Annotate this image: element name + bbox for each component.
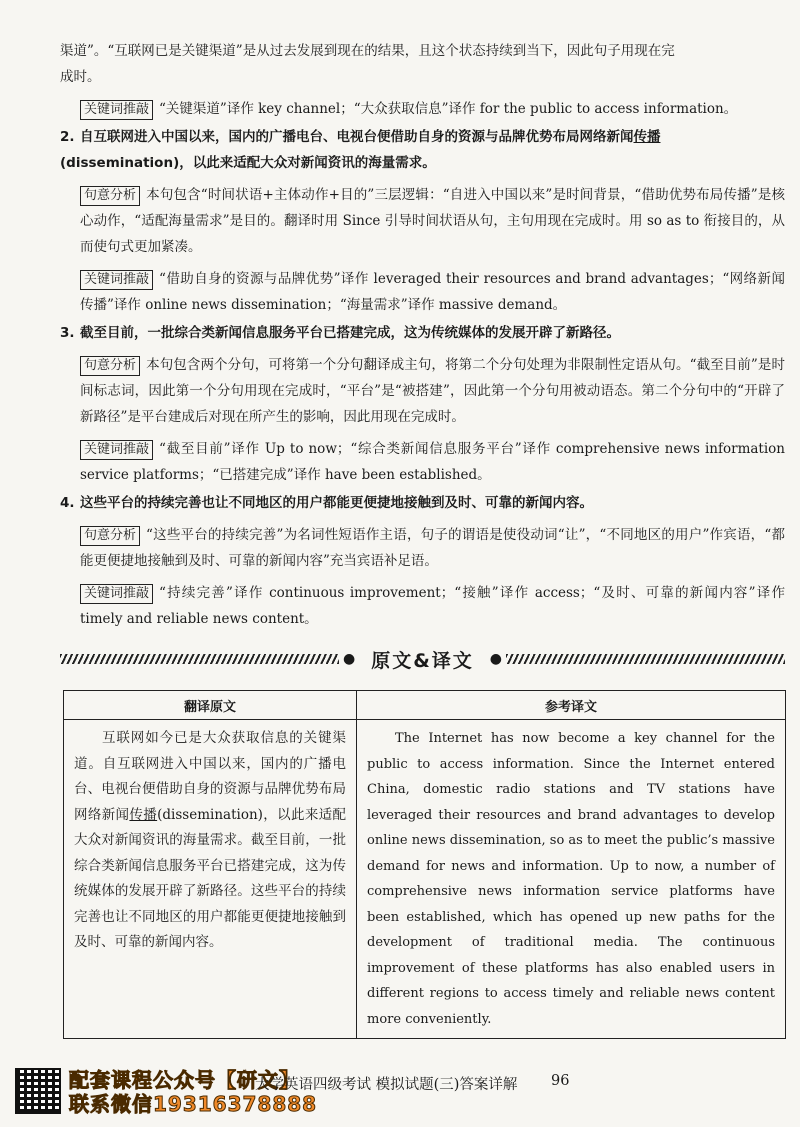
header-reference: 参考译文 <box>357 691 786 720</box>
source-text-cell <box>64 720 357 1039</box>
keyword-text: “借助自身的资源与品牌优势”译作 leveraged their resources and brand advantages；“网络新闻传播”译作 online news dissemination；“海量需求”译作 massive demand。 <box>80 271 785 313</box>
banner-hatch-left <box>60 654 339 664</box>
question-number: 3. <box>60 325 75 341</box>
keyword-text: “截至目前”译作 Up to now；“综合类新闻信息服务平台”译作 comprehensive news information service platforms；“已搭建完成”译作 have been established。 <box>80 441 785 483</box>
question-text: 这些平台的持续完善也让不同地区的用户都能更便捷地接触到及时、可靠的新闻内容。 <box>80 495 593 511</box>
section-title: 原文&译文 <box>371 649 474 672</box>
keyword-block <box>60 266 785 318</box>
question-item <box>60 320 785 488</box>
question-item <box>60 124 785 318</box>
keyword-block <box>60 580 785 632</box>
running-title: 大学英语四级考试 模拟试题(三)答案详解 <box>255 1077 518 1093</box>
keyword-block <box>60 436 785 488</box>
question-item <box>60 490 785 632</box>
translation-table <box>63 690 786 1039</box>
analysis-block <box>60 352 785 430</box>
question-number: 4. <box>60 495 75 511</box>
question-sentence <box>60 490 785 516</box>
underlined-term: 传播 <box>633 129 661 145</box>
analysis-text: 本句包含两个分句，可将第一个分句翻译成主句，将第二个分句处理为非限制性定语从句。“截至目前”是时间标志词，因此第一个分句用现在完成时，“平台”是“被搭建”，因此第一个分句用被动语态。第二个分句中的“开辟了新路径”是平台建成后对现在所产生的影响，因此用现在完成时。 <box>80 357 785 425</box>
keyword-text: “持续完善”译作 continuous improvement；“接触”译作 access；“及时、可靠的新闻内容”译作 timely and reliable news content。 <box>80 585 785 627</box>
source-text-end: (dissemination)，以此来适配大众对新闻资讯的海量需求。截至目前，一批综合类新闻信息服务平台已搭建完成，这为传统媒体的发展开辟了新路径。这些平台的持续完善也让不同地区的用户都能更便捷地接触到及时、可靠的新闻内容。 <box>74 806 347 950</box>
table-header-row <box>64 691 786 720</box>
promo-line2: 联系微信19316378888 <box>69 1092 318 1116</box>
analysis-block <box>60 182 785 260</box>
underlined-term: 传播 <box>129 806 158 823</box>
question-text: 截至目前，一批综合类新闻信息服务平台已搭建完成，这为传统媒体的发展开辟了新路径。 <box>80 325 620 341</box>
question-sentence <box>60 124 785 176</box>
question-sentence <box>60 320 785 346</box>
keyword-tag: 关键词推敲 <box>80 100 153 120</box>
question-number: 2. <box>60 129 75 145</box>
page-footer <box>15 1068 785 1118</box>
page-body <box>60 38 785 632</box>
table-row <box>64 720 786 1039</box>
qr-code-icon <box>15 1068 61 1114</box>
intro-text-line1: 渠道”。“互联网已是关键渠道”是从过去发展到现在的结果，且这个状态持续到当下，因此句子用现在完 <box>60 43 675 59</box>
section-banner <box>60 645 785 673</box>
reference-translation-cell: The Internet has now become a key channel for the public to access information. Since the Internet entered China, domestic radio stations and TV stations have leveraged their resources and brand advantages to develop online news dissemination, so as to meet the public’s massive demand for news and information. Up to now, a number of comprehensive news information service platforms have been established, which has opened up new paths for the development of traditional media. The continuous improvement of these platforms has also enabled users in different regions to access timely and reliable news content more conveniently. <box>357 720 786 1039</box>
intro-text-line2: 成时。 <box>60 69 101 85</box>
analysis-text: 本句包含“时间状语+主体动作+目的”三层逻辑：“自进入中国以来”是时间背景，“借助优势布局传播”是核心动作，“适配海量需求”是目的。翻译时用 Since 引导时间状语从句，主句用现在完成时。用 so as to 衔接目的，从而使句式更加紧凑。 <box>80 187 785 255</box>
page-number: 96 <box>551 1073 570 1089</box>
banner-dot-left: ● <box>343 651 356 667</box>
intro-keyword-block <box>60 96 785 122</box>
header-source: 翻译原文 <box>64 691 357 720</box>
analysis-block <box>60 522 785 574</box>
banner-dot-right: ● <box>489 651 503 667</box>
analysis-tag: 句意分析 <box>80 186 140 206</box>
question-text-end: (dissemination)，以此来适配大众对新闻资讯的海量需求。 <box>60 155 436 171</box>
keyword-text: “关键渠道”译作 key channel；“大众获取信息”译作 for the public to access information。 <box>159 101 738 117</box>
analysis-text: “这些平台的持续完善”为名词性短语作主语，句子的谓语是使役动词“让”，“不同地区的用户”作宾语，“都能更便捷地接触到及时、可靠的新闻内容”充当宾语补足语。 <box>80 527 785 569</box>
keyword-tag: 关键词推敲 <box>80 440 153 460</box>
banner-hatch-right <box>506 654 785 664</box>
analysis-tag: 句意分析 <box>80 356 140 376</box>
keyword-tag: 关键词推敲 <box>80 584 153 604</box>
analysis-tag: 句意分析 <box>80 526 140 546</box>
keyword-tag: 关键词推敲 <box>80 270 153 290</box>
source-text: 互联网如今已是大众获取信息的关键渠道。自互联网进入中国以来，国内的广播电台、电视台便借助自身的资源与品牌优势布局网络新闻 <box>74 730 346 823</box>
promo-line1: 配套课程公众号【研文】 <box>69 1068 300 1092</box>
question-text: 自互联网进入中国以来，国内的广播电台、电视台便借助自身的资源与品牌优势布局网络新闻 <box>80 129 634 145</box>
